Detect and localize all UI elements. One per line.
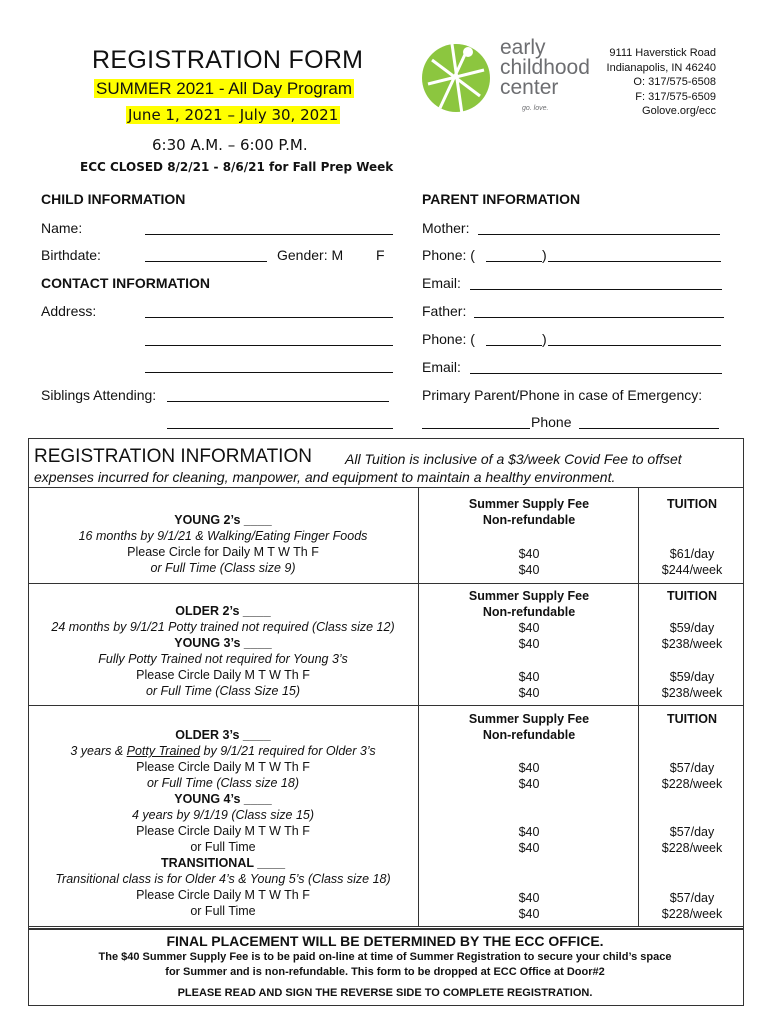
section-2-fulltime[interactable]: or Full Time (Class Size 15) bbox=[145, 684, 301, 698]
fee-header-3-line2: Non-refundable bbox=[482, 728, 576, 742]
young-2s-daily[interactable]: Please Circle for Daily M T W Th F bbox=[127, 545, 319, 559]
address-label: Address: bbox=[41, 303, 97, 319]
program-hours: 6:30 A.M. – 6:00 P.M. bbox=[152, 136, 308, 154]
table-col-rule-2 bbox=[638, 487, 639, 926]
tuition-weekly: $228/week bbox=[661, 777, 723, 791]
program-highlight: SUMMER 2021 - All Day Program bbox=[96, 79, 353, 98]
fee-header-1-line2: Non-refundable bbox=[482, 513, 576, 527]
fee-values-3c bbox=[420, 890, 638, 922]
tuition-daily: $57/day bbox=[669, 761, 715, 775]
birthdate-field[interactable] bbox=[145, 249, 267, 262]
logo-wordmark bbox=[500, 38, 590, 98]
older-3s-fulltime[interactable]: or Full Time (Class size 18) bbox=[146, 776, 299, 790]
father-phone-label: Phone: ( bbox=[422, 331, 475, 347]
young-4s-daily[interactable]: Please Circle Daily M T W Th F bbox=[136, 824, 310, 838]
tuition-values-2b bbox=[640, 669, 744, 701]
young-4s-fulltime[interactable]: or Full Time bbox=[190, 840, 256, 854]
fee-header-1-line1: Summer Supply Fee bbox=[468, 497, 590, 511]
gender-label[interactable]: Gender: M bbox=[277, 247, 344, 263]
tuition-weekly: $238/week bbox=[661, 637, 723, 651]
parent-info-heading: PARENT INFORMATION bbox=[422, 191, 581, 207]
section-older-3s-young-4s-transitional bbox=[30, 727, 416, 919]
transitional-title[interactable]: TRANSITIONAL ____ bbox=[160, 856, 286, 870]
fee-header-3 bbox=[420, 711, 638, 743]
footer-fee-notice: The $40 Summer Supply Fee is to be paid on-line at time of Summer Registration to secure your child’s space bbox=[98, 951, 672, 963]
address-web: Golove.org/ecc bbox=[642, 105, 716, 117]
fee-values-2b bbox=[420, 669, 638, 701]
child-info-heading: CHILD INFORMATION bbox=[41, 191, 186, 207]
table-row-rule-1 bbox=[28, 583, 744, 584]
older-2s-title[interactable]: OLDER 2’s ____ bbox=[175, 604, 271, 618]
transitional-desc: Transitional class is for Older 4’s & Young 5’s (Class size 18) bbox=[55, 872, 391, 886]
address-field-2[interactable] bbox=[145, 333, 393, 346]
father-field[interactable] bbox=[474, 305, 724, 318]
fee-value: $40 bbox=[518, 841, 540, 855]
logo-word-center: center bbox=[500, 76, 559, 99]
logo-tagline: go. love. bbox=[522, 105, 549, 112]
older-3s-daily[interactable]: Please Circle Daily M T W Th F bbox=[136, 760, 310, 774]
gender-f-option[interactable]: F bbox=[376, 247, 385, 263]
fee-value: $40 bbox=[518, 761, 540, 775]
address-field-1[interactable] bbox=[145, 305, 393, 318]
young-3s-title[interactable]: YOUNG 3’s ____ bbox=[174, 636, 272, 650]
father-area-code-field[interactable] bbox=[486, 333, 542, 346]
address-office: O: 317/575-6508 bbox=[633, 76, 716, 88]
tuition-weekly: $228/week bbox=[661, 841, 723, 855]
father-email-label: Email: bbox=[422, 359, 461, 375]
fee-value: $40 bbox=[518, 891, 540, 905]
older-3s-desc-b: Potty Trained bbox=[126, 744, 201, 758]
child-name-field[interactable] bbox=[145, 222, 393, 235]
birthdate-label: Birthdate: bbox=[41, 247, 101, 263]
young-3s-desc: Fully Potty Trained not required for Young 3’s bbox=[98, 652, 348, 666]
form-title: REGISTRATION FORM bbox=[92, 46, 364, 74]
footer-dropoff-notice: for Summer and is non-refundable. This form to be dropped at ECC Office at Door#2 bbox=[165, 966, 605, 978]
fee-value: $40 bbox=[518, 686, 540, 700]
fee-header-2 bbox=[420, 588, 638, 620]
tuition-daily: $59/day bbox=[669, 670, 715, 684]
tuition-values-1 bbox=[640, 546, 744, 578]
logo-word-childhood: childhood bbox=[500, 56, 590, 79]
tuition-values-3b bbox=[640, 824, 744, 856]
fee-values-2a bbox=[420, 620, 638, 652]
older-3s-desc-a: 3 years & bbox=[70, 744, 127, 758]
emergency-phone-field[interactable] bbox=[579, 416, 719, 429]
mother-email-field[interactable] bbox=[470, 277, 722, 290]
young-4s-title[interactable]: YOUNG 4’s ____ bbox=[174, 792, 272, 806]
fee-value: $40 bbox=[518, 547, 540, 561]
program-dates bbox=[126, 106, 340, 124]
program-name bbox=[94, 79, 354, 99]
emergency-label: Primary Parent/Phone in case of Emergency: bbox=[422, 387, 703, 403]
tuition-values-3a bbox=[640, 760, 744, 792]
fee-value: $40 bbox=[518, 563, 540, 577]
fee-value: $40 bbox=[518, 825, 540, 839]
section-older-2s-young-3s bbox=[30, 603, 416, 699]
fee-header-1 bbox=[420, 496, 638, 528]
mother-phone-field[interactable] bbox=[548, 249, 721, 262]
fee-value: $40 bbox=[518, 777, 540, 791]
tuition-weekly: $228/week bbox=[661, 907, 723, 921]
tuition-daily: $59/day bbox=[669, 621, 715, 635]
emergency-name-field[interactable] bbox=[422, 416, 530, 429]
father-phone-paren: ) bbox=[542, 331, 547, 347]
older-2s-desc: 24 months by 9/1/21 Potty trained not required (Class size 12) bbox=[51, 620, 395, 634]
tuition-values-3c bbox=[640, 890, 744, 922]
young-2s-fulltime[interactable]: or Full Time (Class size 9) bbox=[150, 561, 296, 575]
tuition-daily: $57/day bbox=[669, 825, 715, 839]
emergency-phone-label: Phone bbox=[531, 414, 572, 430]
tuition-daily: $57/day bbox=[669, 891, 715, 905]
young-2s-title[interactable]: YOUNG 2’s ____ bbox=[174, 513, 272, 527]
fee-values-3b bbox=[420, 824, 638, 856]
covid-note-1: All Tuition is inclusive of a $3/week Covid Fee to offset bbox=[345, 451, 682, 467]
transitional-daily[interactable]: Please Circle Daily M T W Th F bbox=[136, 888, 310, 902]
siblings-label: Siblings Attending: bbox=[41, 387, 157, 403]
older-3s-desc-c: by 9/1/21 required for Older 3’s bbox=[200, 744, 376, 758]
mother-field[interactable] bbox=[478, 222, 720, 235]
footer-placement-notice: FINAL PLACEMENT WILL BE DETERMINED BY THE ECC OFFICE. bbox=[166, 933, 604, 949]
fee-value: $40 bbox=[518, 637, 540, 651]
contact-info-heading: CONTACT INFORMATION bbox=[41, 275, 211, 291]
fee-header-3-line1: Summer Supply Fee bbox=[468, 712, 590, 726]
address-block bbox=[598, 46, 716, 119]
table-bottom-rule bbox=[28, 926, 744, 927]
siblings-field-2[interactable] bbox=[167, 416, 393, 429]
address-fax: F: 317/575-6509 bbox=[635, 90, 716, 103]
footer-sign-notice: PLEASE READ AND SIGN THE REVERSE SIDE TO COMPLETE REGISTRATION. bbox=[177, 987, 593, 999]
siblings-field-1[interactable] bbox=[167, 389, 389, 402]
section-young-2s bbox=[30, 512, 416, 576]
fee-header-2-line1: Summer Supply Fee bbox=[468, 589, 590, 603]
fee-value: $40 bbox=[518, 907, 540, 921]
address-field-3[interactable] bbox=[145, 360, 393, 373]
mother-area-code-field[interactable] bbox=[486, 249, 542, 262]
address-street: 9111 Haverstick Road bbox=[609, 47, 716, 59]
table-col-rule-1 bbox=[418, 487, 419, 926]
father-email-field[interactable] bbox=[470, 361, 722, 374]
covid-note-2: expenses incurred for cleaning, manpower, and equipment to maintain a healthy environment. bbox=[34, 469, 616, 485]
tuition-weekly: $238/week bbox=[661, 686, 723, 700]
older-3s-desc bbox=[30, 743, 416, 759]
child-name-label: Name: bbox=[41, 220, 83, 236]
father-label: Father: bbox=[422, 303, 467, 319]
mother-phone-paren: ) bbox=[542, 247, 547, 263]
mother-email-label: Email: bbox=[422, 275, 461, 291]
tuition-header-2: TUITION bbox=[667, 589, 717, 603]
mother-phone-label: Phone: ( bbox=[422, 247, 475, 263]
logo-word-early: early bbox=[500, 36, 546, 59]
older-3s-title[interactable]: OLDER 3’s ____ bbox=[175, 728, 271, 742]
father-phone-field[interactable] bbox=[548, 333, 721, 346]
closed-notice: ECC CLOSED 8/2/21 - 8/6/21 for Fall Prep Week bbox=[80, 160, 394, 174]
fee-values-3a bbox=[420, 760, 638, 792]
tuition-daily: $61/day bbox=[669, 547, 715, 561]
young-4s-desc: 4 years by 9/1/19 (Class size 15) bbox=[131, 808, 315, 822]
transitional-fulltime[interactable]: or Full Time bbox=[190, 904, 256, 918]
fee-header-2-line2: Non-refundable bbox=[482, 605, 576, 619]
tuition-header-3: TUITION bbox=[667, 712, 717, 726]
registration-heading: REGISTRATION INFORMATION bbox=[34, 446, 312, 467]
dates-highlight: June 1, 2021 – July 30, 2021 bbox=[128, 106, 339, 124]
tuition-values-2a bbox=[640, 620, 744, 652]
fee-value: $40 bbox=[518, 670, 540, 684]
address-city: Indianapolis, IN 46240 bbox=[606, 61, 716, 74]
fee-values-1 bbox=[420, 546, 638, 578]
fee-value: $40 bbox=[518, 621, 540, 635]
mother-label: Mother: bbox=[422, 220, 470, 236]
section-2-daily[interactable]: Please Circle Daily M T W Th F bbox=[136, 668, 310, 682]
tuition-weekly: $244/week bbox=[661, 563, 723, 577]
young-2s-desc: 16 months by 9/1/21 & Walking/Eating Finger Foods bbox=[78, 529, 368, 543]
table-row-rule-2 bbox=[28, 705, 744, 706]
table-top-rule bbox=[28, 487, 744, 488]
tuition-header-1: TUITION bbox=[667, 497, 717, 511]
